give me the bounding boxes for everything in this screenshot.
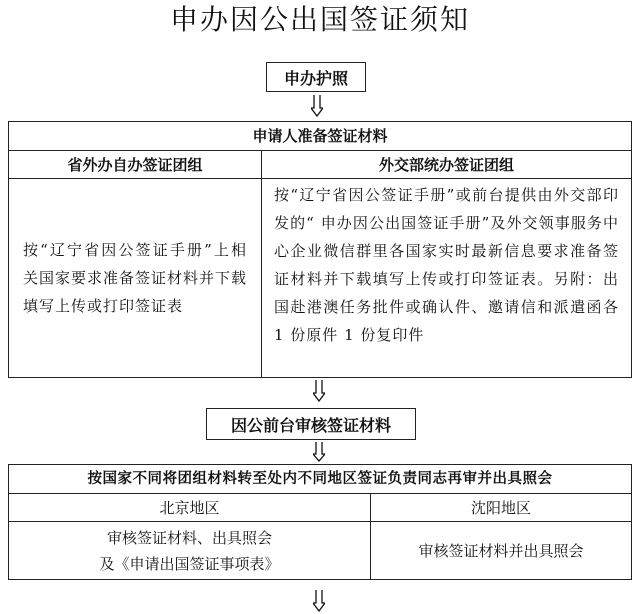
right-column-header-text: 外交部统办签证团组 [378,155,514,174]
shenyang-header [370,493,632,522]
left-column-text: 按“辽宁省因公签证手册”上相关国家要求准备签证材料并下载填写上传或打印签证表 [23,241,248,315]
shenyang-body-text: 审核签证材料并出具照会 [418,541,584,560]
shenyang-header-text: 沈阳地区 [470,498,531,517]
step-apply-passport [266,62,366,92]
left-column-body [8,178,262,378]
down-arrow-icon [313,590,325,612]
section-prepare-materials-header [8,121,632,151]
down-arrow-icon [311,95,323,117]
left-column-header [8,150,262,179]
beijing-header-text: 北京地区 [159,498,220,517]
beijing-body-line2: 及《申请出国签证事项表》 [99,554,280,573]
left-column-header-text: 省外办自办签证团组 [67,155,203,174]
down-arrow-icon [313,442,325,464]
step-apply-passport-label: 申办护照 [283,68,348,88]
down-arrow-icon [313,380,325,402]
step-front-desk-review-label: 因公前台审核签证材料 [230,415,391,435]
section-regional-review-header [8,464,632,494]
page-title: 申办因公出国签证须知 [169,3,470,36]
beijing-body-line1: 审核签证材料、出具照会 [106,528,272,547]
step-front-desk-review [206,408,416,440]
beijing-body [8,521,371,580]
section-regional-review-header-text: 按国家不同将团组材料转至处内不同地区签证负责同志再审并出具照会 [87,470,553,487]
right-column-header [261,150,632,179]
beijing-header [8,493,371,522]
right-column-text: 按“辽宁省因公签证手册”或前台提供由外交部印发的“ 申办因公出国签证手册”及外交领事服务中心企业微信群里各国家实时最新信息要求准备签证材料并下载填写上传或打印签证表。另附：出国赴港澳任务批件或确认件、邀请信和派遣函各 1 份原件 1 份复印件 [274,186,619,344]
right-column-body [261,178,632,378]
shenyang-body [370,521,632,580]
section-prepare-materials-header-text: 申请人准备签证材料 [252,127,388,145]
